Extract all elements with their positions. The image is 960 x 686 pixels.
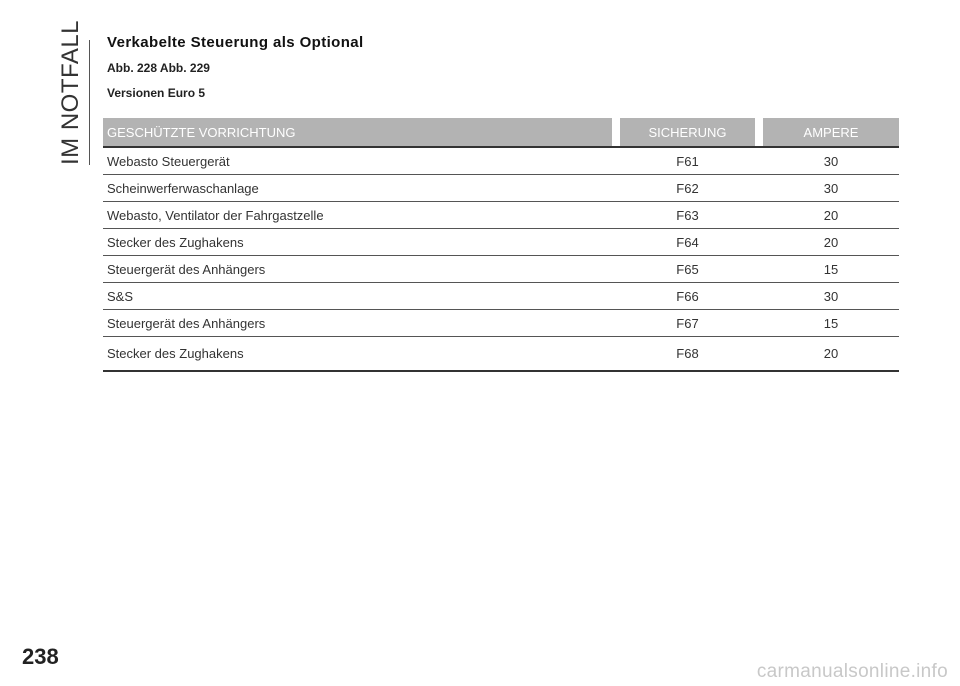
header-gap xyxy=(612,118,620,147)
fuse-cell: F67 xyxy=(620,310,755,337)
device-cell: Stecker des Zughakens xyxy=(103,229,612,256)
section-divider xyxy=(89,40,90,165)
ampere-cell: 20 xyxy=(763,337,899,372)
watermark: carmanualsonline.info xyxy=(756,661,948,682)
version-label: Versionen Euro 5 xyxy=(107,86,206,100)
table-row xyxy=(103,147,899,175)
table-row xyxy=(103,175,899,202)
fuse-cell: F62 xyxy=(620,175,755,202)
fuse-cell: F64 xyxy=(620,229,755,256)
table-row xyxy=(103,283,899,310)
ampere-cell: 20 xyxy=(763,229,899,256)
header-protected-device: GESCHÜTZTE VORRICHTUNG xyxy=(103,118,612,147)
fuse-cell: F61 xyxy=(620,147,755,175)
device-cell: Stecker des Zughakens xyxy=(103,337,612,372)
table-row xyxy=(103,229,899,256)
table-row xyxy=(103,310,899,337)
ampere-cell: 15 xyxy=(763,256,899,283)
ampere-cell: 20 xyxy=(763,202,899,229)
table-header-row xyxy=(103,118,899,147)
device-cell: Steuergerät des Anhängers xyxy=(103,310,612,337)
fuse-table xyxy=(103,118,899,372)
section-tab xyxy=(56,19,90,165)
table-row xyxy=(103,202,899,229)
device-cell: S&S xyxy=(103,283,612,310)
device-cell: Webasto Steuergerät xyxy=(103,147,612,175)
fuse-cell: F68 xyxy=(620,337,755,372)
device-cell: Scheinwerferwaschanlage xyxy=(103,175,612,202)
page-title: Verkabelte Steuerung als Optional xyxy=(107,34,364,51)
section-label: IM NOTFALL xyxy=(57,19,84,165)
ampere-cell: 30 xyxy=(763,147,899,175)
ampere-cell: 30 xyxy=(763,175,899,202)
figure-reference: Abb. 228 Abb. 229 xyxy=(107,61,210,75)
table-row xyxy=(103,337,899,372)
ampere-cell: 15 xyxy=(763,310,899,337)
header-fuse: SICHERUNG xyxy=(620,118,755,147)
fuse-cell: F63 xyxy=(620,202,755,229)
device-cell: Steuergerät des Anhängers xyxy=(103,256,612,283)
fuse-cell: F65 xyxy=(620,256,755,283)
header-gap xyxy=(755,118,763,147)
device-cell: Webasto, Ventilator der Fahrgastzelle xyxy=(103,202,612,229)
header-ampere: AMPERE xyxy=(763,118,899,147)
table-row xyxy=(103,256,899,283)
fuse-cell: F66 xyxy=(620,283,755,310)
ampere-cell: 30 xyxy=(763,283,899,310)
page-number: 238 xyxy=(22,644,59,669)
